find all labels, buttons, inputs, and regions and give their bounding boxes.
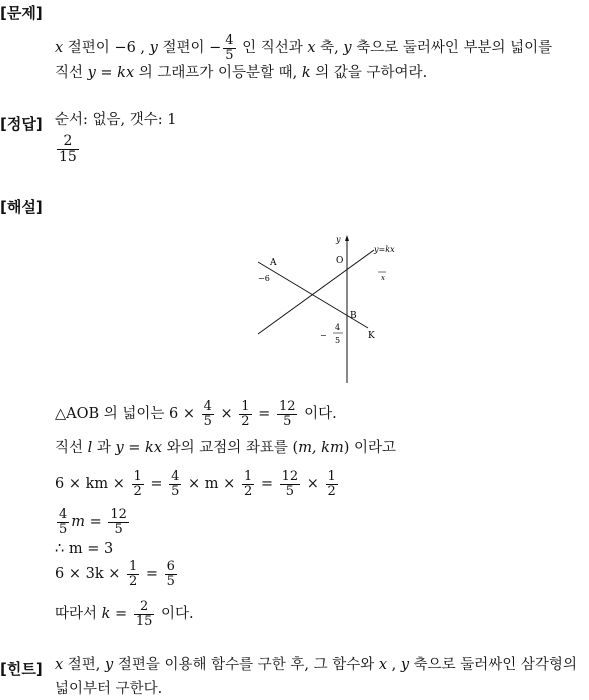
section-explanation-label: [해설] bbox=[0, 198, 43, 216]
problem-line-2: 직선 y = kx 의 그래프가 이등분할 때, k 의 값을 구하여라. bbox=[55, 65, 428, 81]
fraction-den: 5 bbox=[335, 336, 341, 345]
point-a-label: A bbox=[270, 258, 277, 268]
problem-line-1: x 절편이 −6 , y 절편이 − $\frac{4}{5}$ 인 직선과 x 축, y 축으로 둘러싸인 부분의 넓이를 bbox=[55, 33, 553, 63]
explanation-line-1: △AOB 의 넓이는 6 × $\frac{4}{5}$ × $\frac{1}{2}$ = $\frac{12}{5}$ 이다. bbox=[55, 399, 337, 429]
explanation-line-6: 6 × 3k × $\frac{1}{2}$ = $\frac{6}{5}$ bbox=[55, 559, 175, 589]
x-axis-label: x bbox=[381, 274, 385, 282]
line-label: y=kx bbox=[374, 245, 395, 254]
fraction: $\frac{4}{5}$ bbox=[225, 33, 234, 63]
answer-order-count: 순서: 없음, 갯수: 1 bbox=[55, 112, 177, 128]
section-hint-label: [힌트] bbox=[0, 660, 43, 678]
point-k-label: K bbox=[368, 331, 375, 341]
y-axis-label: y bbox=[336, 235, 341, 244]
fraction-num: 4 bbox=[335, 323, 341, 332]
neg-sign: − bbox=[320, 331, 327, 340]
origin-label: O bbox=[336, 256, 344, 266]
section-answer-label: [정답] bbox=[0, 115, 43, 133]
section-problem-label: [문제] bbox=[0, 4, 43, 22]
minus-six-label: −6 bbox=[258, 274, 270, 283]
explanation-line-5: ∴ m = 3 bbox=[55, 541, 114, 557]
point-b-label: B bbox=[350, 311, 357, 321]
coordinate-figure bbox=[250, 232, 410, 387]
explanation-line-7: 따라서 k = $\frac{2}{15}$ 이다. bbox=[55, 599, 194, 629]
answer-fraction: $\frac{2}{15}$ bbox=[59, 133, 77, 165]
explanation-line-2: 직선 l 과 y = kx 와의 교점의 좌표를 (m, km) 이라고 bbox=[55, 440, 396, 456]
hint-line-1: x 절편, y 절편을 이용해 함수를 구한 후, 그 함수와 x , y 축으로 둘러싸인 삼각형의 bbox=[55, 657, 577, 673]
hint-line-2: 넓이부터 구한다. bbox=[55, 681, 163, 697]
explanation-line-4: $\frac{4}{5}$ m = $\frac{12}{5}$ bbox=[59, 507, 127, 537]
explanation-line-3: 6 × km × $\frac{1}{2}$ = $\frac{4}{5}$ × m × $\frac{1}{2}$ = $\frac{12}{5}$ × $\frac{1}{2}$ bbox=[55, 469, 336, 499]
